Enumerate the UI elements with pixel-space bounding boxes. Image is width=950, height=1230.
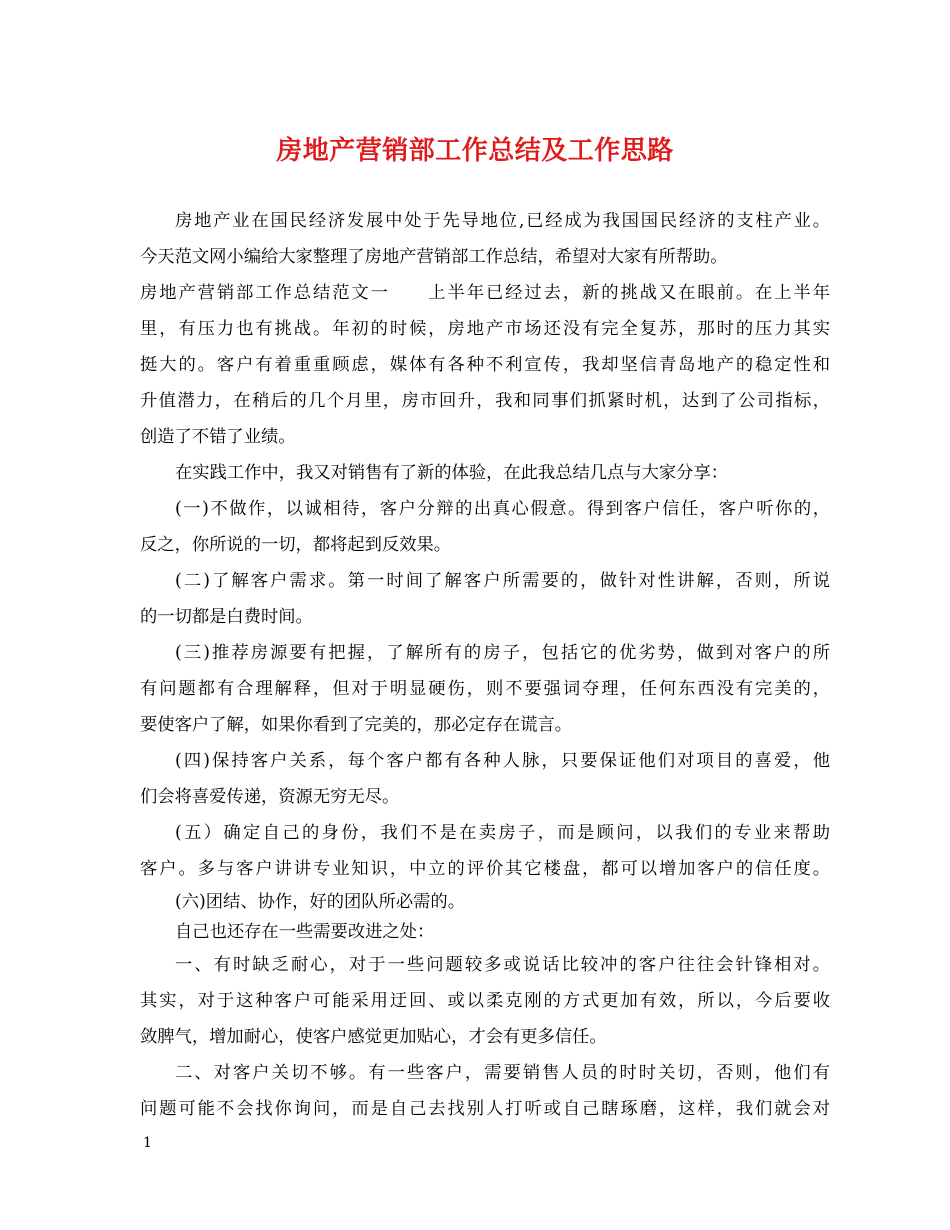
text-line: (三)推荐房源要有把握，了解所有的房子，包括它的优劣势，做到对客户的所: [175, 643, 830, 663]
text-line: (五）确定自己的身份，我们不是在卖房子，而是顾问，以我们的专业来帮助: [175, 823, 830, 843]
text-line: 自己也还存在一些需要改进之处：: [175, 922, 435, 942]
text-line: (二)了解客户需求。第一时间了解客户所需要的，做针对性讲解，否则，所说: [175, 571, 830, 591]
text-line: 里，有压力也有挑战。年初的时候，房地产市场还没有完全复苏，那时的压力其实: [140, 319, 830, 339]
text-line: (一)不做作，以诚相待，客户分辩的出真心假意。得到客户信任，客户听你的，: [175, 499, 830, 519]
text-line: 在实践工作中，我又对销售有了新的体验，在此我总结几点与大家分享：: [175, 463, 729, 483]
text-line: 房地产营销部工作总结范文一 上半年已经过去，新的挑战又在眼前。在上半年: [140, 283, 830, 303]
text-line: 二、对客户关切不够。有一些客户，需要销售人员的时时关切，否则，他们有: [175, 1063, 830, 1083]
text-line: 房地产业在国民经济发展中处于先导地位,已经成为我国国民经济的支柱产业。: [175, 211, 830, 231]
text-line: 今天范文网小编给大家整理了房地产营销部工作总结，希望对大家有所帮助。: [140, 247, 728, 267]
text-line: 挺大的。客户有着重重顾虑，媒体有各种不利宣传，我却坚信青岛地产的稳定性和: [140, 355, 830, 375]
text-line: 敛脾气，增加耐心，使客户感觉更加贴心，才会有更多信任。: [140, 1027, 607, 1047]
text-line: 的一切都是白费时间。: [140, 607, 313, 627]
text-line: (六)团结、协作，好的团队所必需的。: [175, 892, 465, 912]
text-line: 其实，对于这种客户可能采用迂回、或以柔克刚的方式更加有效，所以，今后要收: [140, 991, 830, 1011]
text-line: (四)保持客户关系，每个客户都有各种人脉，只要保证他们对项目的喜爱，他: [175, 751, 830, 771]
text-line: 一、有时缺乏耐心，对于一些问题较多或说话比较冲的客户往往会针锋相对。: [175, 955, 830, 975]
document-title: 房地产营销部工作总结及工作思路: [276, 136, 674, 166]
page-number: 1: [143, 1135, 152, 1151]
document-body: [140, 203, 830, 1127]
text-line: 要使客户了解，如果你看到了完美的，那必定存在谎言。: [140, 715, 573, 735]
text-line: 升值潜力，在稍后的几个月里，房市回升，我和同事们抓紧时机，达到了公司指标，: [140, 391, 830, 411]
text-line: 客户。多与客户讲讲专业知识，中立的评价其它楼盘，都可以增加客户的信任度。: [140, 859, 830, 879]
text-line: 创造了不错了业绩。: [140, 427, 296, 447]
text-line: 反之，你所说的一切，都将起到反效果。: [140, 535, 452, 555]
text-line: 有问题都有合理解释，但对于明显硬伤，则不要强词夺理，任何东西没有完美的，: [140, 679, 830, 699]
text-line: 问题可能不会找你询问，而是自己去找别人打听或自己瞎琢磨，这样，我们就会对: [140, 1099, 830, 1119]
text-line: 们会将喜爱传递，资源无穷无尽。: [140, 787, 400, 807]
